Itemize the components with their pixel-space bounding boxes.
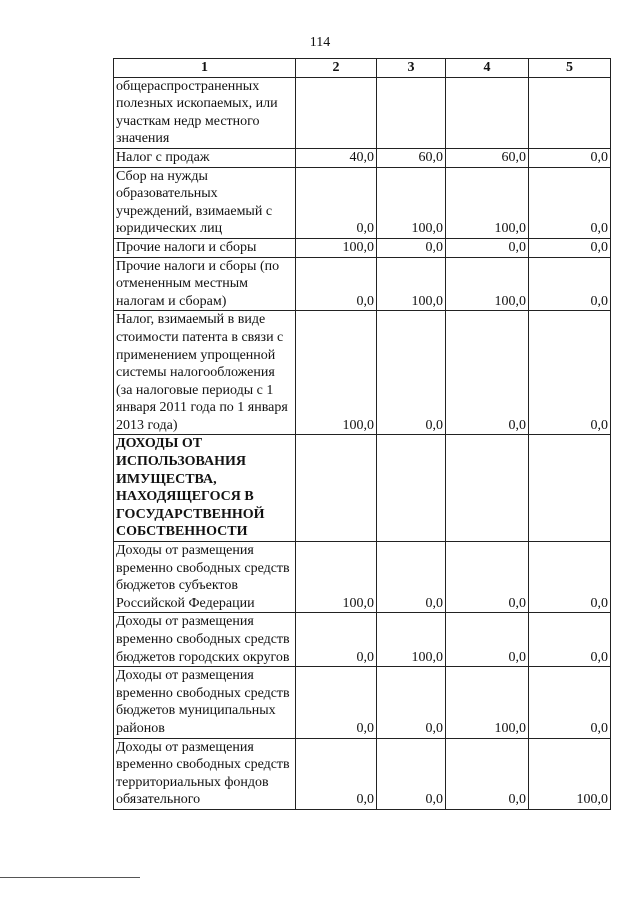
value-cell-col5: 0,0	[529, 148, 611, 167]
value-cell-col3: 0,0	[377, 667, 446, 738]
column-header-5: 5	[529, 59, 611, 78]
value-cell-col5: 0,0	[529, 613, 611, 667]
value-cell-col5: 100,0	[529, 738, 611, 809]
value-cell-col4: 100,0	[446, 167, 529, 238]
value-cell-col5: 0,0	[529, 542, 611, 613]
value-cell-col3: 60,0	[377, 148, 446, 167]
row-label: Налог с продаж	[114, 148, 296, 167]
value-cell-col3: 100,0	[377, 257, 446, 311]
value-cell-col2	[296, 435, 377, 542]
table-row	[114, 148, 611, 167]
table-row	[114, 257, 611, 311]
value-cell-col5: 0,0	[529, 257, 611, 311]
value-cell-col4: 100,0	[446, 257, 529, 311]
value-cell-col4: 0,0	[446, 738, 529, 809]
column-header-4: 4	[446, 59, 529, 78]
value-cell-col3	[377, 435, 446, 542]
value-cell-col2: 0,0	[296, 257, 377, 311]
table-row	[114, 542, 611, 613]
table-row	[114, 435, 611, 542]
value-cell-col4: 0,0	[446, 311, 529, 435]
value-cell-col5	[529, 435, 611, 542]
table-body	[114, 77, 611, 809]
revenue-distribution-table	[113, 58, 611, 810]
row-label: Доходы от размещения временно свободных средств бюджетов городских округов	[114, 613, 296, 667]
value-cell-col2: 100,0	[296, 542, 377, 613]
value-cell-col4: 0,0	[446, 238, 529, 257]
value-cell-col3: 0,0	[377, 238, 446, 257]
value-cell-col5: 0,0	[529, 238, 611, 257]
value-cell-col4: 0,0	[446, 613, 529, 667]
value-cell-col2: 0,0	[296, 167, 377, 238]
value-cell-col3	[377, 77, 446, 148]
table-row	[114, 738, 611, 809]
value-cell-col5: 0,0	[529, 167, 611, 238]
page-number: 114	[309, 35, 331, 50]
value-cell-col3: 0,0	[377, 311, 446, 435]
value-cell-col5	[529, 77, 611, 148]
value-cell-col4	[446, 77, 529, 148]
row-label: Доходы от размещения временно свободных средств территориальных фондов обязательного	[114, 738, 296, 809]
value-cell-col2: 0,0	[296, 613, 377, 667]
row-label: Прочие налоги и сборы (по отмененным местным налогам и сборам)	[114, 257, 296, 311]
table-row	[114, 667, 611, 738]
value-cell-col3: 0,0	[377, 542, 446, 613]
value-cell-col5: 0,0	[529, 667, 611, 738]
row-label: Доходы от размещения временно свободных средств бюджетов субъектов Российской Федерации	[114, 542, 296, 613]
row-label: Налог, взимаемый в виде стоимости патента в связи с применением упрощенной системы налогообложения (за налоговые периоды с 1 января 2011 года по 1 января 2013 года)	[114, 311, 296, 435]
value-cell-col2: 40,0	[296, 148, 377, 167]
value-cell-col2: 100,0	[296, 238, 377, 257]
table-row	[114, 77, 611, 148]
table-row	[114, 311, 611, 435]
footnote-divider	[0, 877, 140, 878]
value-cell-col5: 0,0	[529, 311, 611, 435]
value-cell-col2: 0,0	[296, 667, 377, 738]
value-cell-col2: 100,0	[296, 311, 377, 435]
column-header-2: 2	[296, 59, 377, 78]
value-cell-col4: 100,0	[446, 667, 529, 738]
value-cell-col4: 60,0	[446, 148, 529, 167]
table-row	[114, 167, 611, 238]
row-label: Прочие налоги и сборы	[114, 238, 296, 257]
value-cell-col2	[296, 77, 377, 148]
table-header-row	[114, 59, 611, 78]
value-cell-col3: 100,0	[377, 613, 446, 667]
table-row	[114, 613, 611, 667]
column-header-3: 3	[377, 59, 446, 78]
value-cell-col3: 100,0	[377, 167, 446, 238]
column-header-1: 1	[114, 59, 296, 78]
value-cell-col3: 0,0	[377, 738, 446, 809]
value-cell-col2: 0,0	[296, 738, 377, 809]
row-label: Доходы от размещения временно свободных средств бюджетов муниципальных районов	[114, 667, 296, 738]
row-label: общераспространенных полезных ископаемых, или участкам недр местного значения	[114, 77, 296, 148]
value-cell-col4: 0,0	[446, 542, 529, 613]
row-label: ДОХОДЫ ОТ ИСПОЛЬЗОВАНИЯ ИМУЩЕСТВА, НАХОДЯЩЕГОСЯ В ГОСУДАРСТВЕННОЙ СОБСТВЕННОСТИ	[114, 435, 296, 542]
row-label: Сбор на нужды образовательных учреждений, взимаемый с юридических лиц	[114, 167, 296, 238]
value-cell-col4	[446, 435, 529, 542]
table-row	[114, 238, 611, 257]
